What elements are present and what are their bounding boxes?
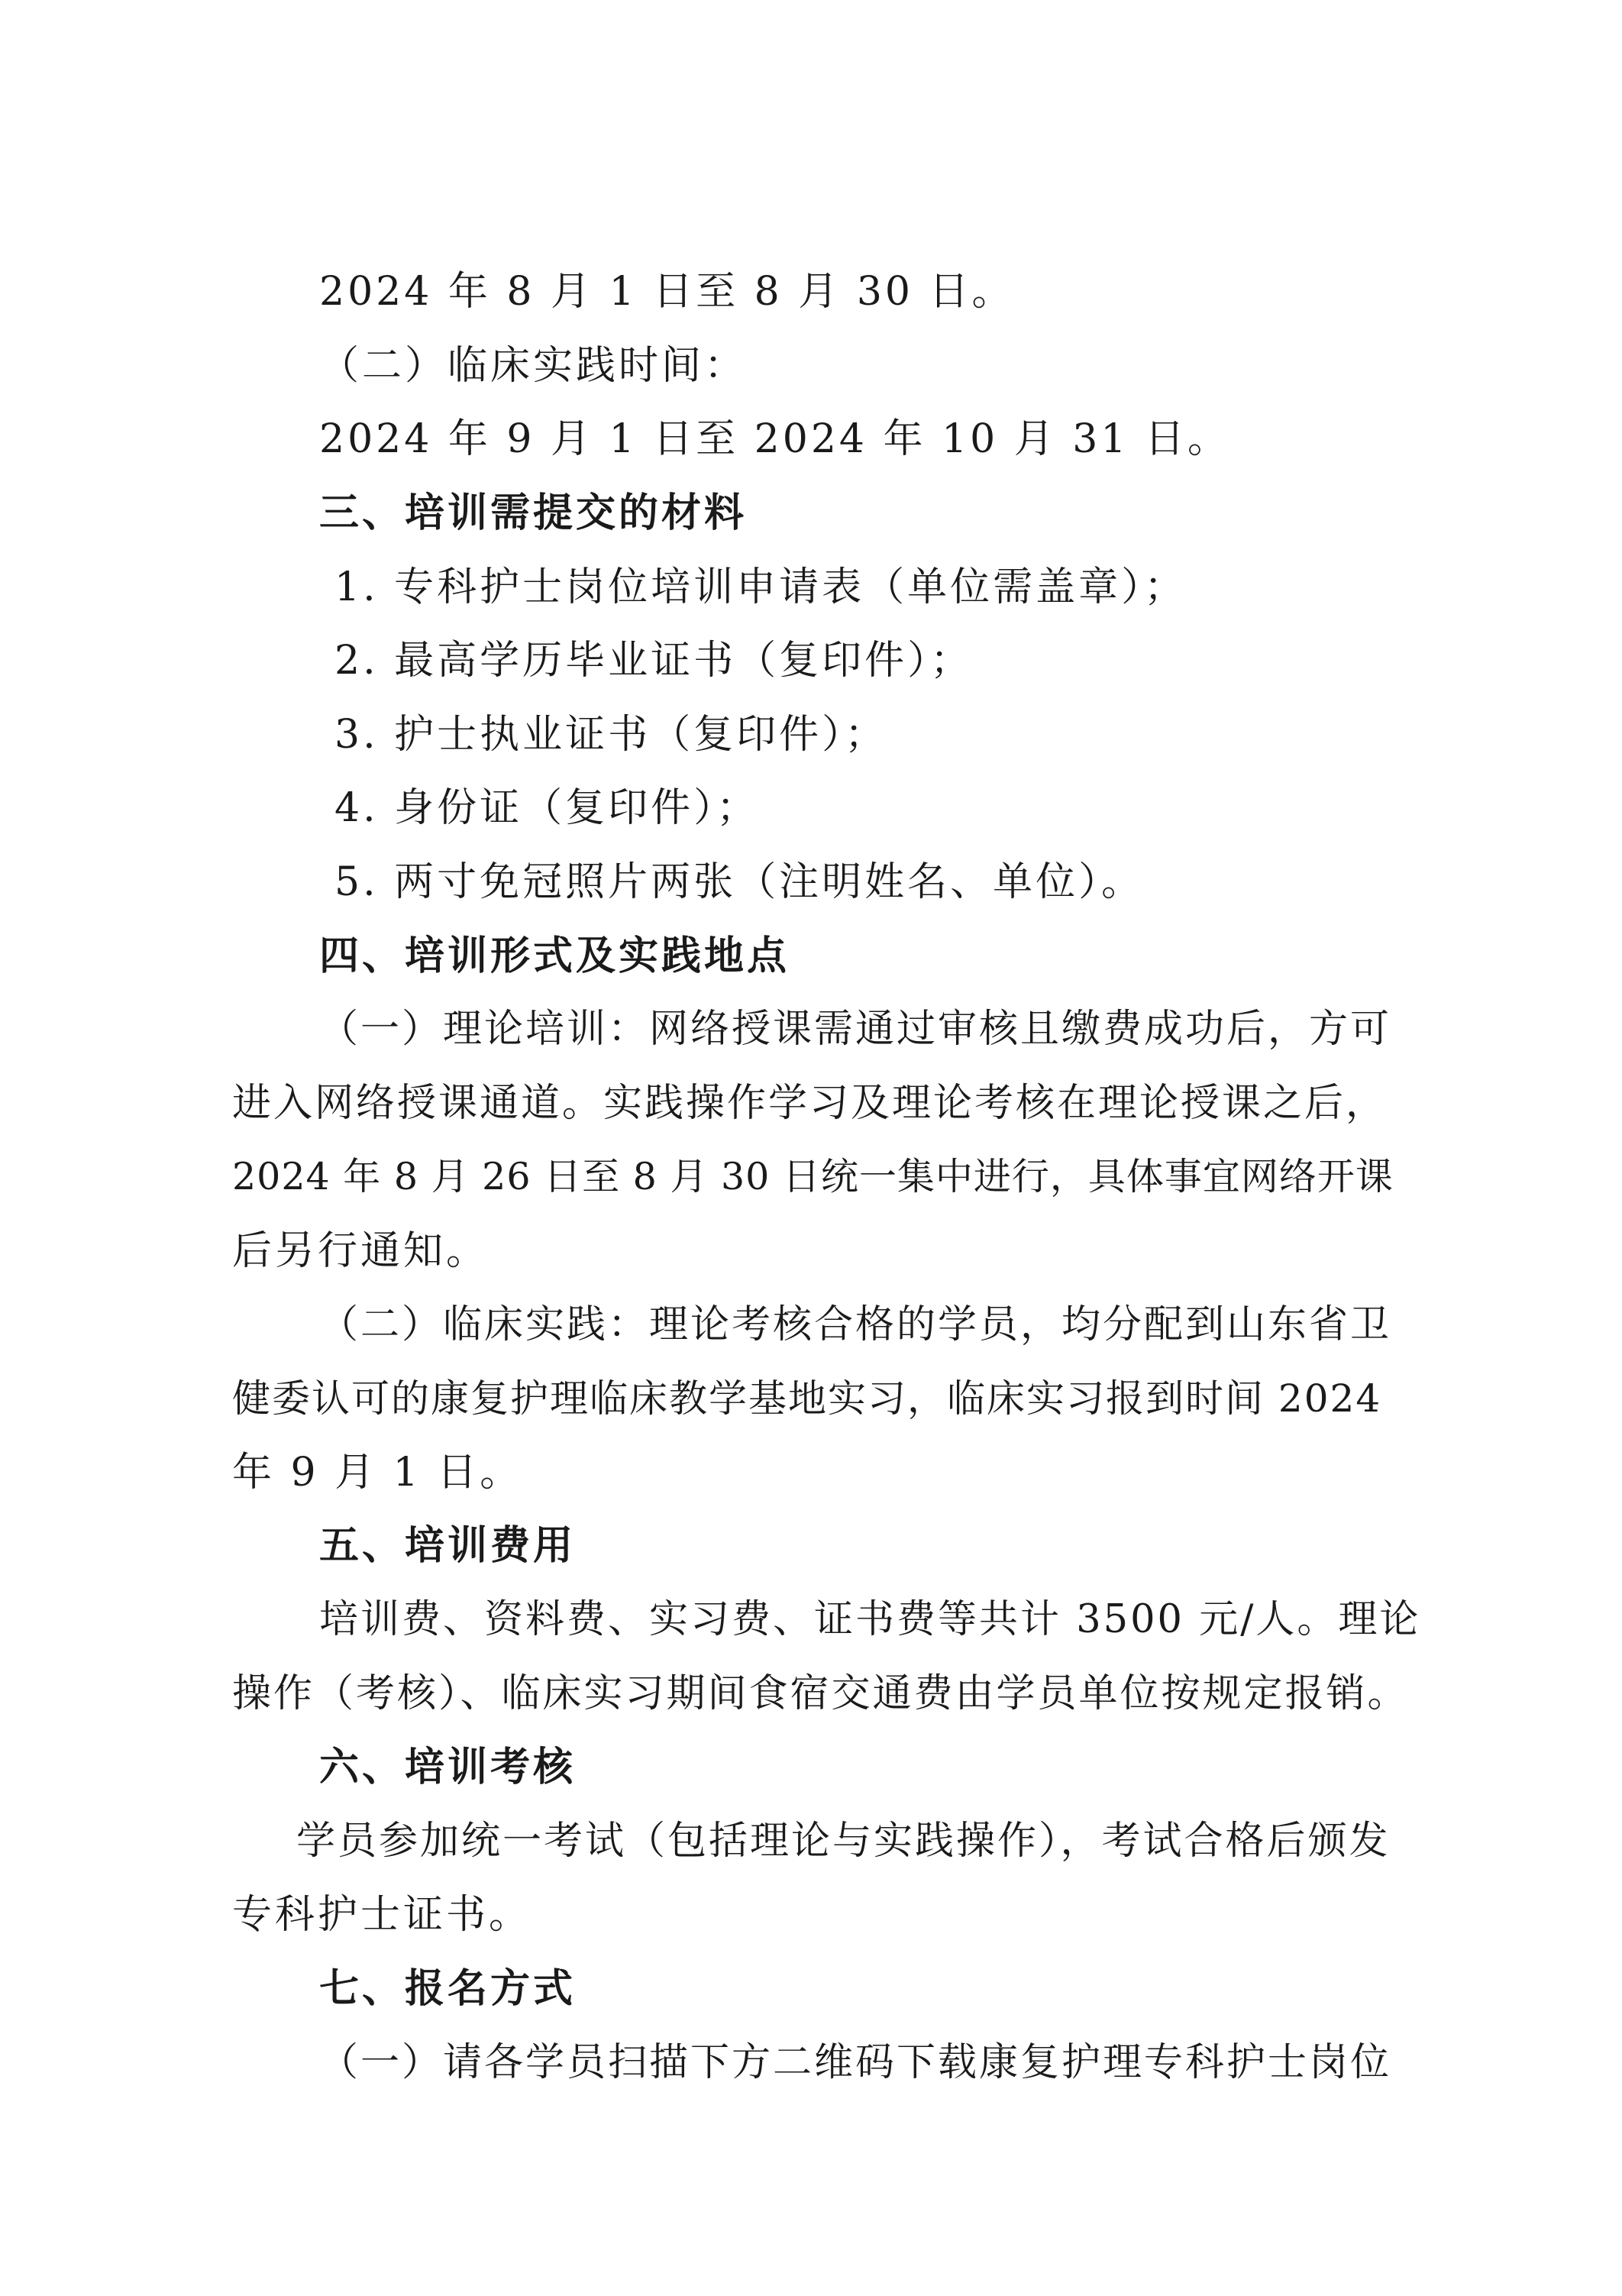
paragraph-theory-training-line2: 进入网络授课通道。实践操作学习及理论考核在理论授课之后， bbox=[232, 1081, 1388, 1126]
text-line-clinical-dates: 2024 年 9 月 1 日至 2024 年 10 月 31 日。 bbox=[319, 416, 1230, 462]
paragraph-fees-line2: 操作（考核）、临床实习期间食宿交通费由学员单位按规定报销。 bbox=[232, 1671, 1409, 1716]
list-item-diploma: 2. 最高学历毕业证书（复印件）； bbox=[334, 638, 974, 684]
section-heading-assessment: 六、培训考核 bbox=[319, 1745, 577, 1790]
paragraph-assessment-line2: 专科护士证书。 bbox=[232, 1892, 532, 1938]
paragraph-assessment-line1: 学员参加统一考试（包括理论与实践操作），考试合格后颁发 bbox=[296, 1819, 1391, 1864]
paragraph-clinical-practice-line3: 年 9 月 1 日。 bbox=[232, 1450, 523, 1496]
paragraph-clinical-practice-line1: （二）临床实践：理论考核合格的学员，均分配到山东省卫 bbox=[319, 1302, 1392, 1347]
list-item-id-card: 4. 身份证（复印件）； bbox=[334, 785, 760, 831]
paragraph-theory-training-line1: （一）理论培训：网络授课需通过审核且缴费成功后，方可 bbox=[319, 1007, 1392, 1052]
paragraph-registration-line1: （一）请各学员扫描下方二维码下载康复护理专科护士岗位 bbox=[319, 2040, 1392, 2085]
section-heading-fees: 五、培训费用 bbox=[319, 1523, 577, 1569]
paragraph-theory-training-line3: 2024 年 8 月 26 日至 8 月 30 日统一集中进行，具体事宜网络开课 bbox=[232, 1155, 1394, 1198]
paragraph-theory-training-line4: 后另行通知。 bbox=[232, 1228, 490, 1274]
list-item-photos: 5. 两寸免冠照片两张（注明姓名、单位）。 bbox=[334, 859, 1145, 905]
text-line-dates-theory: 2024 年 8 月 1 日至 8 月 30 日。 bbox=[319, 269, 1015, 315]
list-item-application-form: 1. 专科护士岗位培训申请表（单位需盖章）； bbox=[334, 564, 1187, 610]
section-heading-materials: 三、培训需提交的材料 bbox=[319, 490, 748, 536]
section-heading-registration: 七、报名方式 bbox=[319, 1966, 577, 2012]
paragraph-fees-line1: 培训费、资料费、实习费、证书费等共计 3500 元/人。理论 bbox=[319, 1597, 1421, 1642]
paragraph-clinical-practice-line2: 健委认可的康复护理临床教学基地实习，临床实习报到时间 2024 bbox=[232, 1376, 1382, 1421]
list-item-nurse-license: 3. 护士执业证书（复印件）； bbox=[334, 712, 888, 758]
section-heading-format: 四、培训形式及实践地点 bbox=[319, 933, 790, 979]
text-line-clinical-time-label: （二）临床实践时间： bbox=[319, 343, 748, 389]
